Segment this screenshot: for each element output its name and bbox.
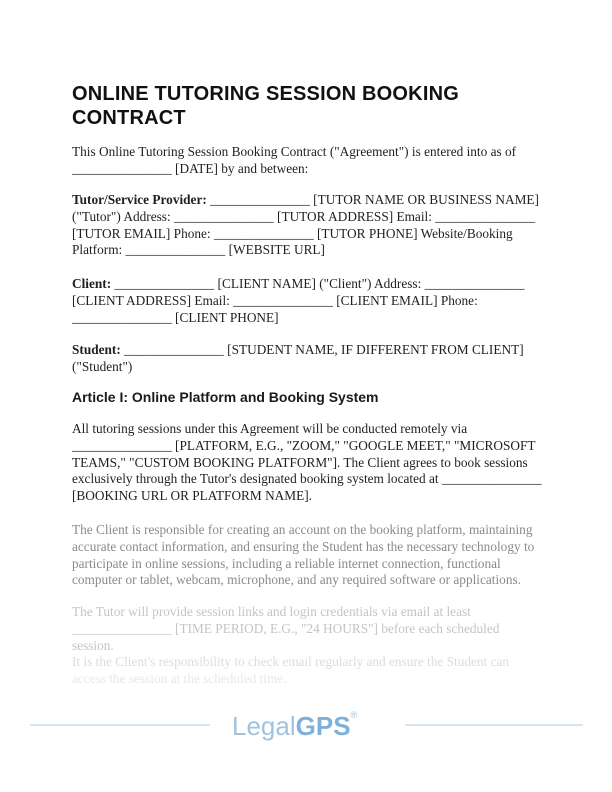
tutor-label: Tutor/Service Provider: [72,192,207,207]
logo-text-legal: Legal [232,711,296,741]
article-1-paragraph-3 [72,604,544,688]
student-details: _______________ [STUDENT NAME, IF DIFFERENT FROM CLIENT] ("Student") [72,342,524,374]
article-1-paragraph-2: The Client is responsible for creating an account on the booking platform, maintaining accurate contact information, and ensuring the Student has the necessary technology to participate in online sessions, including a reliable internet connection, functional computer or tablet, webcam, microphone, and any required software or applications. [72,522,535,588]
paragraph-3-line-4: access the session at the scheduled time. [72,671,287,687]
client-details: _______________ [CLIENT NAME] ("Client") Address: _______________ [CLIENT ADDRESS] Email: _______________ [CLIENT EMAIL] Phone: _______________ [CLIENT PHONE] [72,276,525,325]
client-label: Client: [72,276,112,291]
student-section [72,342,544,376]
client-section [72,276,544,326]
paragraph-3-line-3: It is the Client's responsibility to check email regularly and ensure the Student can [72,654,510,670]
article-1-paragraph-1: All tutoring sessions under this Agreement will be conducted remotely via _______________ [PLATFORM, E.G., "ZOOM," "GOOGLE MEET," "MICROSOFT TEAMS," "CUSTOM BOOKING PLATFORM"]. The Client agrees to book sessions exclusively through the Tutor's designated booking system located at _______________ [BOOKING URL OR PLATFORM NAME]. [72,421,542,504]
intro-paragraph: This Online Tutoring Session Booking Contract ("Agreement") is entered into as of _______________ [DATE] by and between: [72,144,517,176]
paragraph-3-line-2: _______________ [TIME PERIOD, E.G., "24 HOURS"] before each scheduled session. [72,620,500,653]
footer-divider-right [405,724,583,726]
document-title: ONLINE TUTORING SESSION BOOKING CONTRACT [72,83,459,129]
legalgps-logo [232,708,382,744]
logo-text-gps: GPS [295,711,351,741]
footer-divider-left [30,724,210,726]
tutor-details: _______________ [TUTOR NAME OR BUSINESS NAME] ("Tutor") Address: _______________ [TUTOR ADDRESS] Email: _______________ [TUTOR EMAIL] Phone: _______________ [TUTOR PHONE] Website/Booking Platform: _______________ [WEBSITE URL] [72,192,539,258]
tutor-section [72,192,544,259]
student-label: Student: [72,342,121,357]
article-1-heading: Article I: Online Platform and Booking System [72,389,379,405]
paragraph-3-line-1: The Tutor will provide session links and login credentials via email at least [72,604,471,619]
registered-mark: ® [350,710,358,720]
